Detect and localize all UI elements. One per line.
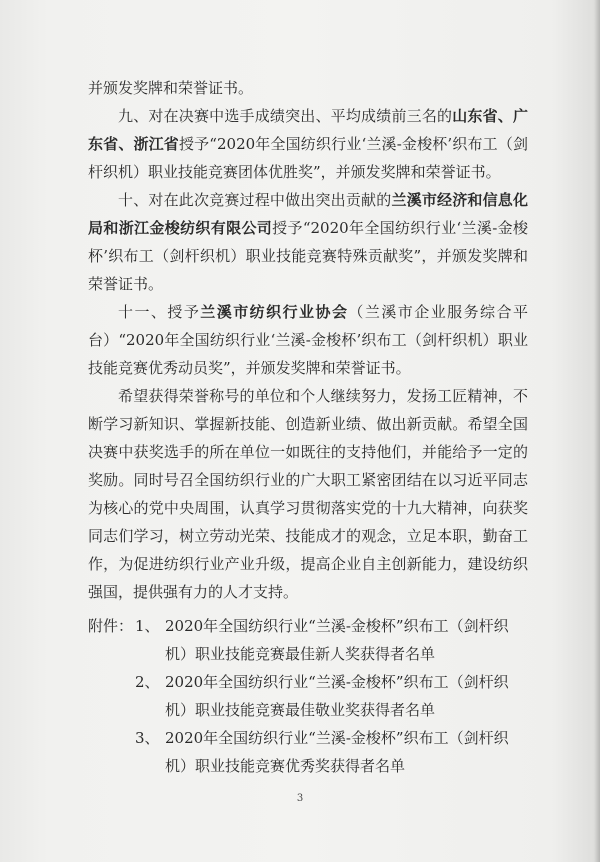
attachment-title: 2020年全国纺织行业“兰溪-金梭杯”织布工（剑杆织机）职业技能竞赛最佳敬业奖获得者名单: [165, 673, 509, 719]
paragraph-10-award: 授予“2020年全国纺织行业‘兰溪-金梭杯’织布工（剑杆织机）职业技能竞赛特殊贡献奖”，并颁发奖牌和荣誉证书。: [88, 219, 528, 293]
paragraph-10-intro: 十、对在此次竞赛过程中做出突出贡献的: [118, 191, 392, 209]
paragraph-9-provinces: 山东省、广东省、浙江省: [88, 107, 528, 153]
paragraph-9-award: 授予“2020年全国纺织行业‘兰溪-金梭杯’织布工（剑杆织机）职业技能竞赛团体优胜奖”，并颁发奖牌和荣誉证书。: [88, 135, 528, 181]
paragraph-11: [88, 298, 528, 382]
attachment-title: 2020年全国纺织行业“兰溪-金梭杯”织布工（剑杆织机）职业技能竞赛最佳新人奖获得者名单: [165, 617, 509, 663]
attachment-number: 2、: [135, 673, 160, 691]
paragraph-continuation: 并颁发奖牌和荣誉证书。: [88, 79, 254, 97]
paragraph-10: [88, 186, 528, 298]
attachment-item-2: [88, 668, 528, 724]
attachment-item-3: [88, 724, 528, 780]
paragraph-11-intro: 十一、授予: [118, 303, 201, 321]
paragraph-9-intro: 九、对在决赛中选手成绩突出、平均成绩前三名的: [118, 107, 453, 125]
page-number: 3: [296, 793, 304, 804]
attachment-number: 1、: [135, 617, 160, 635]
document-body: [88, 74, 528, 606]
attachment-title: 2020年全国纺织行业“兰溪-金梭杯”织布工（剑杆织机）职业技能竞赛优秀奖获得者名单: [165, 729, 509, 775]
attachment-number: 3、: [135, 729, 160, 747]
attachments-list: [88, 612, 528, 780]
paragraph-9: [88, 102, 528, 186]
attachments-label: 附件：: [88, 617, 134, 635]
paragraph-10-organizations: 兰溪市经济和信息化局和浙江金梭纺织有限公司: [88, 191, 528, 237]
paragraph-11-award: （兰溪市企业服务综合平台）“2020年全国纺织行业‘兰溪-金梭杯’织布工（剑杆织机）职业技能竞赛优秀动员奖”，并颁发奖牌和荣誉证书。: [88, 303, 528, 377]
paragraph-12: 希望获得荣誉称号的单位和个人继续努力，发扬工匠精神，不断学习新知识、掌握新技能、创造新业绩、做出新贡献。希望全国决赛中获奖选手的所在单位一如既往的支持他们，并能给予一定的奖励。同时号召全国纺织行业的广大职工紧密团结在以习近平同志为核心的党中央周围，认真学习贯彻落实党的十九大精神，向获奖同志们学习，树立劳动光荣、技能成才的观念，立足本职，勤奋工作，为促进纺织行业产业升级，提高企业自主创新能力，建设纺织强国，提供强有力的人才支持。: [88, 387, 528, 601]
paragraph-11-association: 兰溪市纺织行业协会: [200, 303, 349, 321]
attachment-item-1: [88, 612, 528, 668]
page-edge-shadow: [594, 0, 600, 862]
